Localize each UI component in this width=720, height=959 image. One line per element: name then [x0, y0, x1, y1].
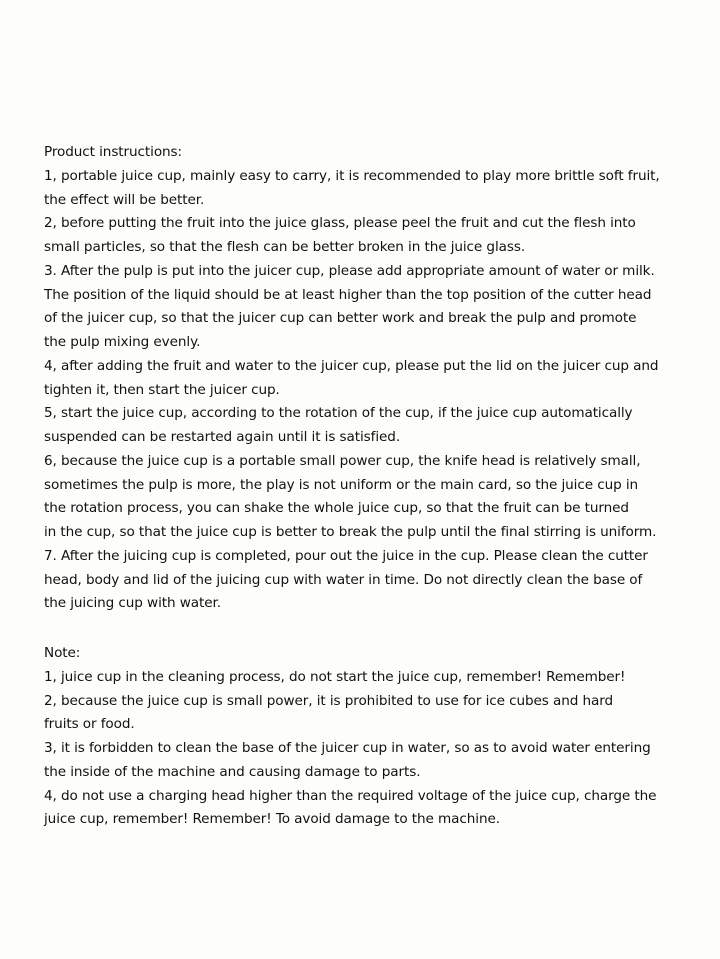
- note-line: 2, because the juice cup is small power, it is prohibited to use for ice cubes and hard: [44, 692, 614, 709]
- instructions-line: The position of the liquid should be at least higher than the top position of the cutter head: [44, 286, 652, 303]
- instructions-line: 2, before putting the fruit into the juice glass, please peel the fruit and cut the flesh into: [44, 215, 636, 232]
- instructions-line: the juicing cup with water.: [44, 595, 221, 612]
- note-line: 3, it is forbidden to clean the base of the juicer cup in water, so as to avoid water entering: [44, 740, 651, 756]
- instructions-line: in the cup, so that the juice cup is better to break the pulp until the final stirring is uniform.: [44, 524, 657, 540]
- instructions-line: 3. After the pulp is put into the juicer cup, please add appropriate amount of water or milk.: [44, 262, 655, 279]
- instructions-line: small particles, so that the flesh can be better broken in the juice glass.: [44, 239, 526, 255]
- instruction-document: [44, 141, 684, 832]
- note-line: the inside of the machine and causing damage to parts.: [44, 763, 421, 780]
- note-line: fruits or food.: [44, 716, 135, 733]
- instructions-line: 7. After the juicing cup is completed, pour out the juice in the cup. Please clean the cutter: [44, 547, 648, 564]
- instructions-line: suspended can be restarted again until it is satisfied.: [44, 429, 401, 445]
- note-section: [44, 642, 684, 832]
- instructions-line: the effect will be better.: [44, 191, 205, 208]
- instructions-line: of the juicer cup, so that the juicer cup can better work and break the pulp and promote: [44, 310, 637, 327]
- instructions-line: 5, start the juice cup, according to the rotation of the cup, if the juice cup automatically: [44, 405, 633, 422]
- instructions-line: 1, portable juice cup, mainly easy to carry, it is recommended to play more brittle soft fruit,: [44, 167, 660, 184]
- instructions-line: 4, after adding the fruit and water to the juicer cup, please put the lid on the juicer cup and: [44, 357, 659, 374]
- instructions-line: the rotation process, you can shake the whole juice cup, so that the fruit can be turned: [44, 500, 629, 517]
- product-instructions-section: [44, 141, 684, 616]
- section-spacer: [44, 616, 684, 642]
- instructions-line: the pulp mixing evenly.: [44, 334, 201, 350]
- instructions-line: head, body and lid of the juicing cup with water in time. Do not directly clean the base of: [44, 571, 643, 588]
- note-heading: Note:: [44, 645, 81, 661]
- instructions-line: tighten it, then start the juicer cup.: [44, 381, 280, 398]
- note-line: juice cup, remember! Remember! To avoid damage to the machine.: [44, 811, 500, 828]
- instructions-heading: Product instructions:: [44, 144, 183, 160]
- note-line: 4, do not use a charging head higher than the required voltage of the juice cup, charge the: [44, 787, 657, 804]
- instructions-line: sometimes the pulp is more, the play is not uniform or the main card, so the juice cup in: [44, 476, 639, 493]
- instructions-line: 6, because the juice cup is a portable small power cup, the knife head is relatively small,: [44, 452, 641, 469]
- note-line: 1, juice cup in the cleaning process, do not start the juice cup, remember! Remember!: [44, 668, 626, 685]
